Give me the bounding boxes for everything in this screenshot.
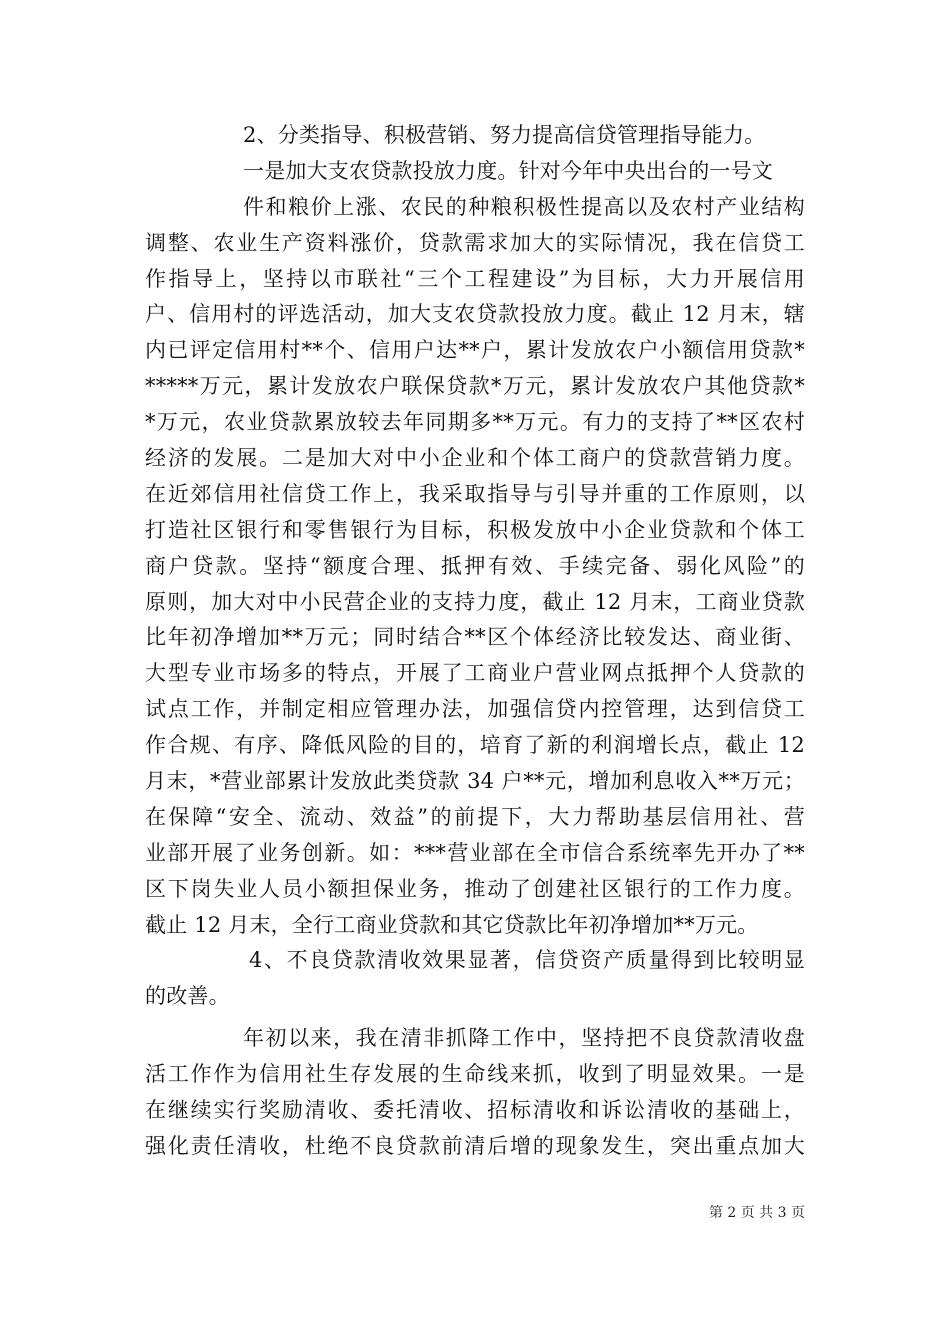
paragraph-line: *万元，农业贷款累放较去年同期多**万元。有力的支持了**区农村 xyxy=(145,410,805,435)
paragraph-line: 比年初净增加**万元；同时结合**区个体经济比较发达、商业街、 xyxy=(145,625,805,650)
paragraph-line: 调整、农业生产资料涨价，贷款需求加大的实际情况，我在信贷工 xyxy=(145,230,805,255)
paragraph-line: 试点工作，并制定相应管理办法，加强信贷内控管理，达到信贷工 xyxy=(145,697,805,722)
paragraph-line: 户、信用村的评选活动，加大支农贷款投放力度。截止 12 月末，辖 xyxy=(145,302,805,327)
paragraph-line: 一是加大支农贷款投放力度。针对今年中央出台的一号文 xyxy=(243,158,773,183)
paragraph-line: 区下岗失业人员小额担保业务，推动了创建社区银行的工作力度。 xyxy=(145,876,805,901)
paragraph-line: 月末，*营业部累计发放此类贷款 34 户**元，增加利息收入**万元； xyxy=(145,769,805,794)
paragraph-line: 商户贷款。坚持“额度合理、抵押有效、手续完备、弱化风险”的 xyxy=(145,553,805,578)
paragraph-line: 作指导上，坚持以市联社“三个工程建设”为目标，大力开展信用 xyxy=(145,266,805,291)
paragraph-line: 在保障“安全、流动、效益”的前提下，大力帮助基层信用社、营 xyxy=(145,804,805,829)
paragraph-line: 强化责任清收，杜绝不良贷款前清后增的现象发生，突出重点加大 xyxy=(145,1133,805,1158)
paragraph-line: 业部开展了业务创新。如：***营业部在全市信合系统率先开办了** xyxy=(145,840,805,865)
paragraph-line: 打造社区银行和零售银行为目标，积极发放中小企业贷款和个体工 xyxy=(145,517,805,542)
paragraph-line: *****万元，累计发放农户联保贷款*万元，累计发放农户其他贷款* xyxy=(145,374,805,399)
paragraph-line: 年初以来，我在清非抓降工作中，坚持把不良贷款清收盘 xyxy=(243,1026,805,1051)
paragraph-line: 件和粮价上涨、农民的种粮积极性提高以及农村产业结构 xyxy=(243,194,805,219)
paragraph-line: 内已评定信用村**个、信用户达**户，累计发放农户小额信用贷款* xyxy=(145,338,805,363)
paragraph-line: 大型专业市场多的特点，开展了工商业户营业网点抵押个人贷款的 xyxy=(145,661,805,686)
page-number-footer: 第 2 页 共 3 页 xyxy=(708,1205,805,1221)
paragraph-line: 在近郊信用社信贷工作上，我采取指导与引导并重的工作原则，以 xyxy=(145,481,805,506)
paragraph-line: 原则，加大对中小民营企业的支持力度，截止 12 月末，工商业贷款 xyxy=(145,589,805,614)
section-heading: 的改善。 xyxy=(145,984,230,1009)
paragraph-line: 活工作作为信用社生存发展的生命线来抓，收到了明显效果。一是 xyxy=(145,1062,805,1087)
paragraph-line: 经济的发展。二是加大对中小企业和个体工商户的贷款营销力度。 xyxy=(145,446,805,471)
paragraph-line: 截止 12 月末，全行工商业贷款和其它贷款比年初净增加**万元。 xyxy=(145,912,759,937)
paragraph-line: 作合规、有序、降低风险的目的，培育了新的利润增长点，截止 12 xyxy=(145,733,805,758)
paragraph-line: 在继续实行奖励清收、委托清收、招标清收和诉讼清收的基础上， xyxy=(145,1098,805,1123)
body-text xyxy=(145,118,805,1165)
paragraph-line: 2、分类指导、积极营销、努力提高信贷管理指导能力。 xyxy=(243,123,766,147)
section-heading: 4、不良贷款清收效果显著，信贷资产质量得到比较明显 xyxy=(249,948,805,973)
